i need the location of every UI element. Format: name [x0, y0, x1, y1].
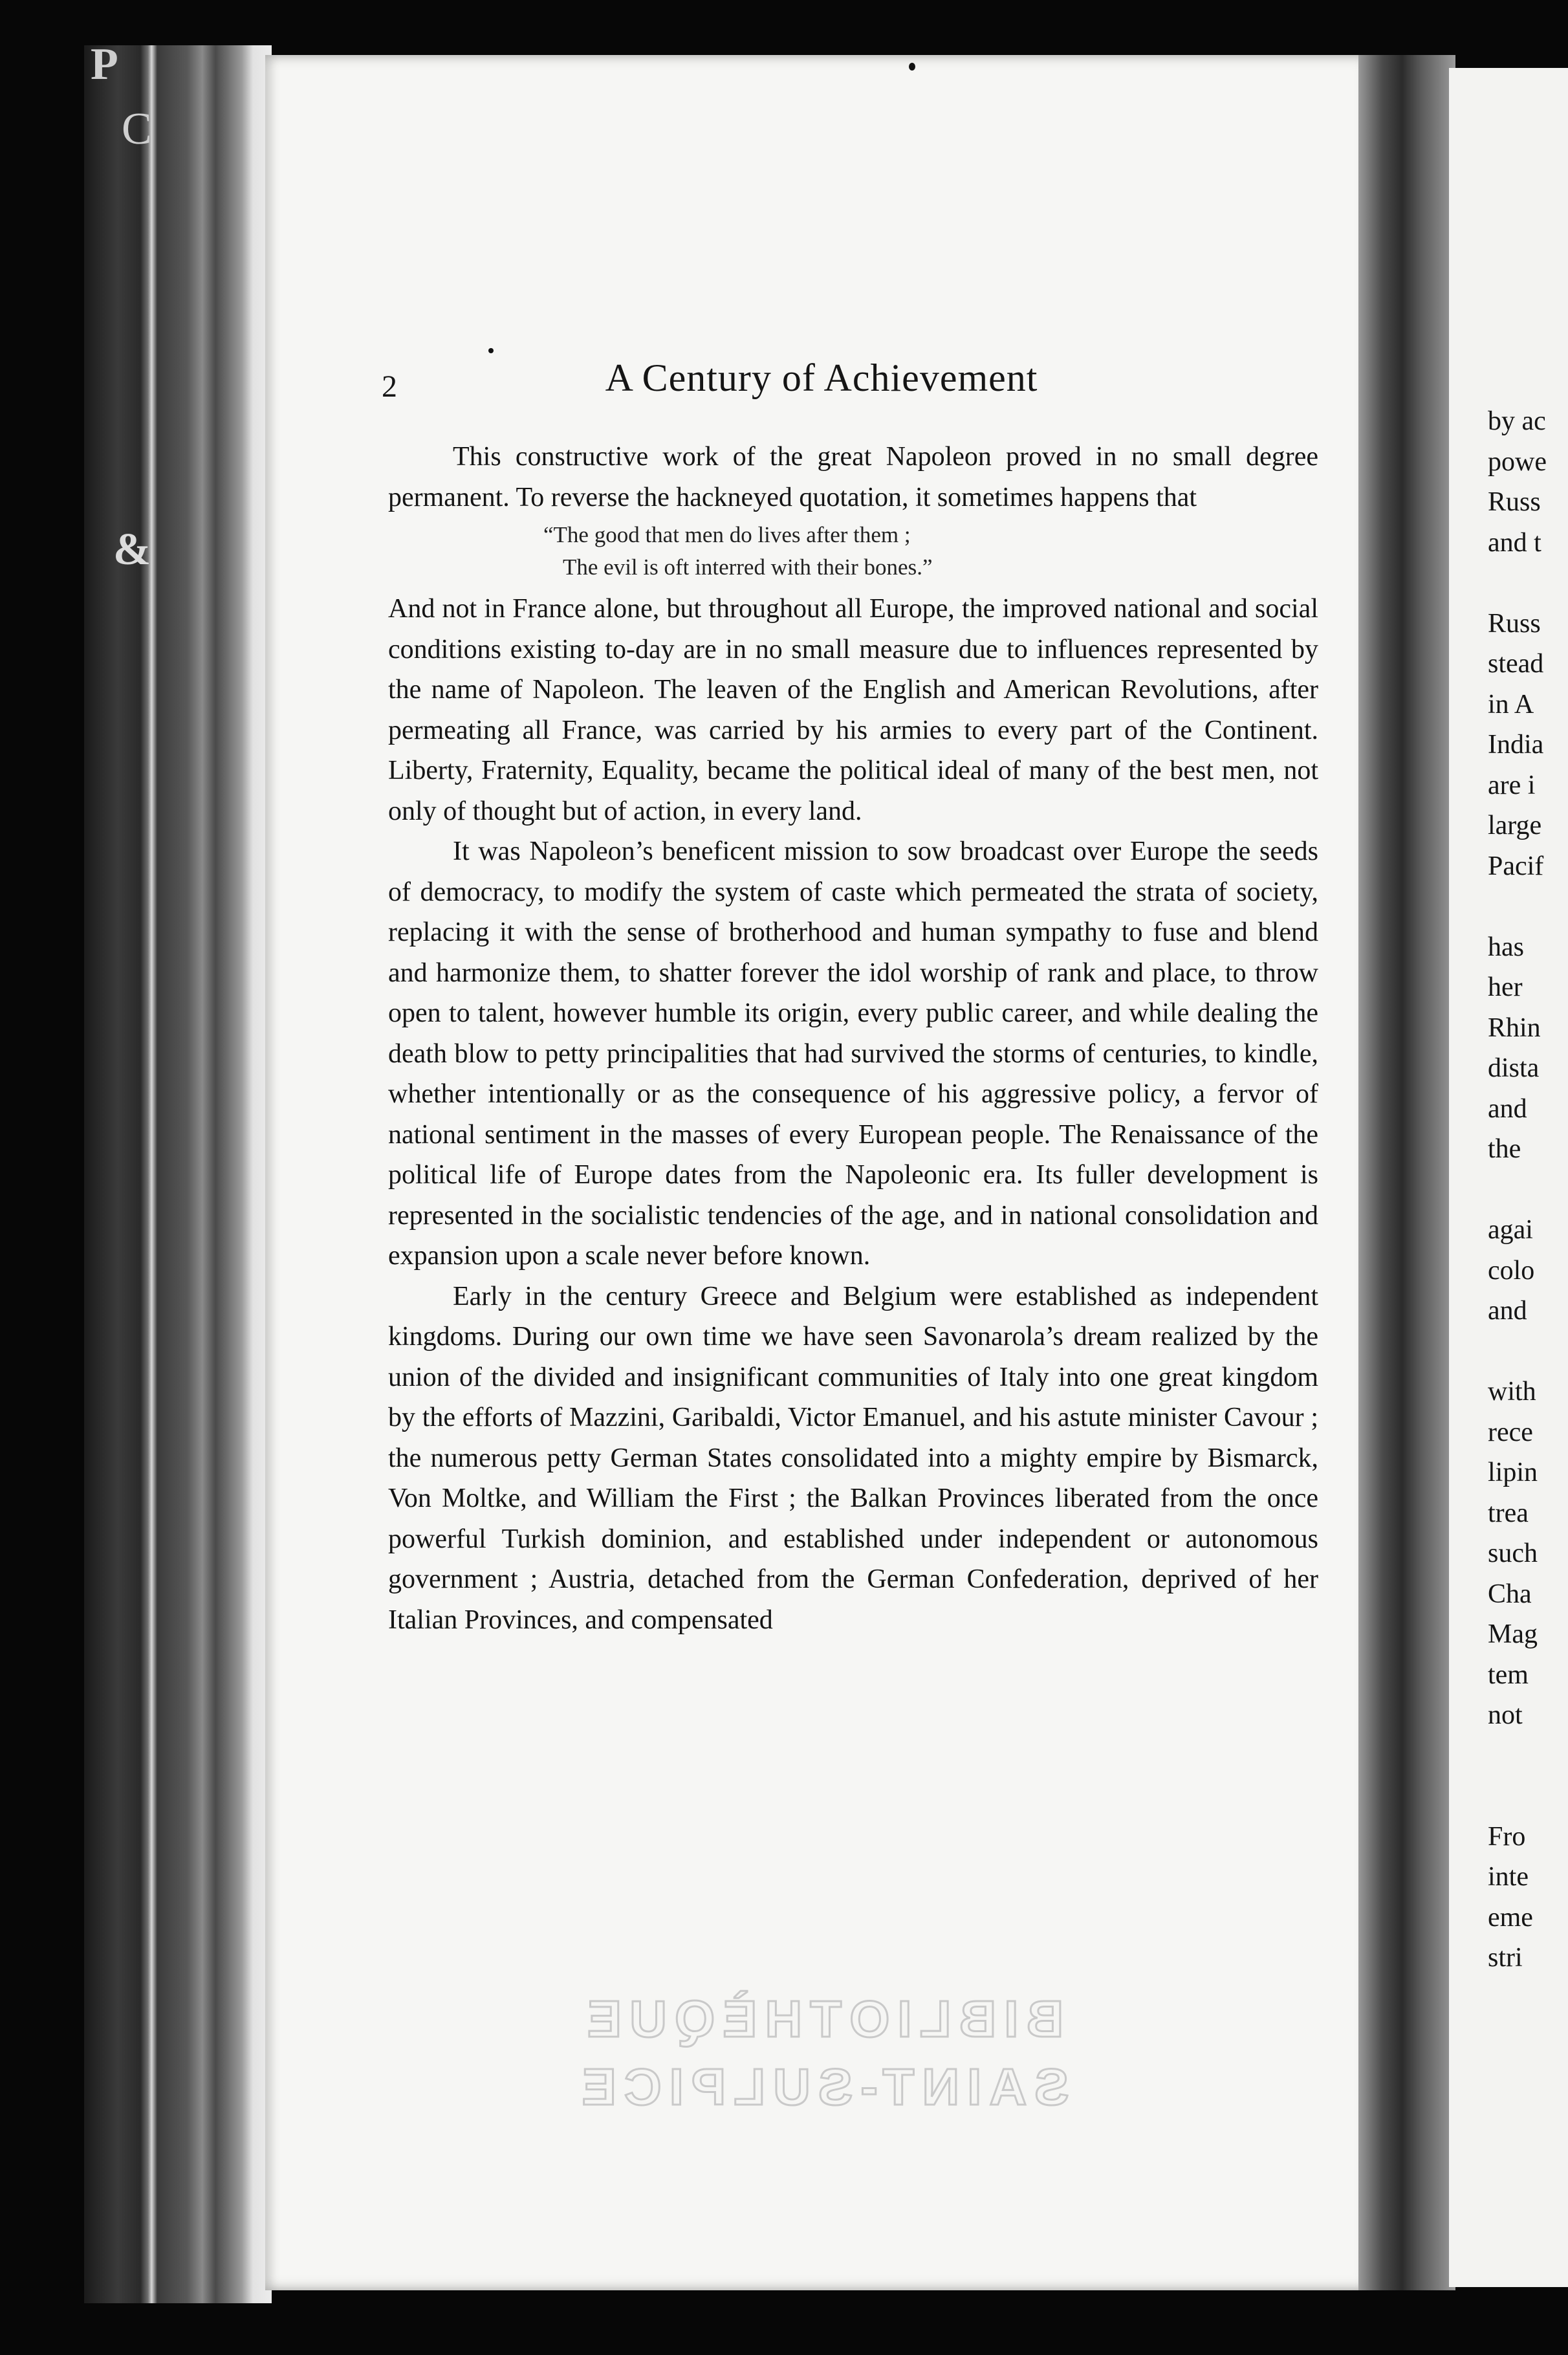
stamp-line: BIBLIOTHÈQUE — [579, 1990, 1064, 2048]
library-stamp — [556, 1983, 1087, 2125]
facing-page-line: colo — [1488, 1255, 1535, 1286]
block-quote — [388, 519, 1318, 584]
facing-page-line: Russ — [1488, 608, 1541, 639]
facing-page-text — [1488, 401, 1568, 1978]
page-number: 2 — [382, 369, 397, 404]
facing-page-line: tem — [1488, 1659, 1529, 1690]
facing-page-line — [1488, 1736, 1568, 1777]
facing-page-line: eme — [1488, 1902, 1533, 1933]
facing-page-line: lipin — [1488, 1458, 1538, 1487]
facing-page-line: not — [1488, 1700, 1523, 1730]
quote-line: “The good that men do lives after them ; — [543, 522, 911, 547]
facing-page-line: India — [1488, 730, 1544, 760]
facing-page-line: Mag — [1488, 1619, 1538, 1649]
facing-page-line: Cha — [1488, 1579, 1532, 1609]
spine-mark: C — [122, 104, 152, 154]
facing-page-line: Pacif — [1488, 851, 1544, 881]
facing-page-line: by ac — [1488, 406, 1546, 436]
facing-page-line: rece — [1488, 1417, 1533, 1447]
book-page — [265, 55, 1378, 2290]
ink-speck — [488, 348, 494, 353]
facing-page-line: and t — [1488, 527, 1541, 558]
facing-page-line — [1488, 563, 1568, 604]
facing-page-line: inte — [1488, 1862, 1529, 1892]
page-title: A Century of Achievement — [605, 356, 1038, 399]
facing-page-line: and — [1488, 1093, 1527, 1124]
facing-page-line — [1488, 1331, 1568, 1372]
facing-page-line — [1488, 1776, 1568, 1817]
facing-page-line: are i — [1488, 770, 1536, 800]
page-gutter-shadow — [1358, 55, 1455, 2290]
running-head — [265, 349, 1378, 421]
facing-page-line: agai — [1488, 1215, 1533, 1245]
facing-page-line — [1488, 886, 1568, 927]
facing-page-line: and — [1488, 1296, 1527, 1326]
facing-page-line: Fro — [1488, 1821, 1526, 1852]
paragraph: This constructive work of the great Napoleon proved in no small degree permanent. To reverse the hackneyed quotation, it sometimes happens that — [388, 442, 1318, 512]
facing-page-line: such — [1488, 1539, 1538, 1568]
paragraph: It was Napoleon’s beneficent mission to sow broadcast over Europe the seeds of democracy, to modify the system of caste which permeated the strata of society, replacing it with the sense of brotherhood and human sympathy to fuse and blend and harmonize them, to shatter forever the idol worship of rank and place, to throw open to talent, however humble its origin, every public career, and while dealing the death blow to petty principalities that had survived the storms of centuries, to kindle, whether intentionally or as the consequence of his aggressive policy, a fervor of national sentiment in the masses of every European people. The Renaissance of the political life of Europe dates from the Napoleonic era. Its fuller development is represented in the socialistic tendencies of the age, and in national consolidation and expansion upon a scale never before known. — [388, 837, 1318, 1271]
facing-page-line: powe — [1488, 446, 1547, 477]
facing-page-line: Russ — [1488, 487, 1541, 517]
facing-page-line — [1488, 1170, 1568, 1210]
paragraph: And not in France alone, but throughout all Europe, the improved national and social conditions existing to-day are in no small measure due to influences represented by the name of Napoleon. The leaven of the English and American Revolutions, after permeating all France, was carried by his armies to every part of the Continent. Liberty, Fraternity, Equality, became the political ideal of many of the best men, not only of thought but of action, in every land. — [388, 594, 1318, 826]
stamp-line: SAINT-SULPICE — [574, 2058, 1069, 2116]
body-text — [388, 437, 1318, 1640]
paragraph: Early in the century Greece and Belgium were established as independent kingdoms. During our own time we have seen Savonarola’s dream realized by the union of the divided and insignificant communities of Italy into one great kingdom by the efforts of Mazzini, Garibaldi, Victor Emanuel, and his astute minister Cavour ; the numerous petty German States consolidated into a mighty empire by Bismarck, Von Moltke, and William the First ; the Balkan Provinces liberated from the once powerful Turkish dominion, and established under independent or autonomous government ; Austria, detached from the German Confederation, deprived of her Italian Provinces, and compensated — [388, 1281, 1318, 1635]
facing-page-line: stead — [1488, 649, 1544, 679]
facing-page-line: Rhin — [1488, 1013, 1541, 1043]
spine-mark: P — [91, 39, 118, 89]
ink-speck — [909, 63, 915, 71]
facing-page-line: in A — [1488, 689, 1534, 719]
facing-page-line: her — [1488, 972, 1523, 1002]
spine-mark: & — [113, 525, 151, 575]
facing-page-line: the — [1488, 1134, 1521, 1164]
facing-page-line: large — [1488, 811, 1542, 840]
facing-page-line: has — [1488, 932, 1524, 962]
facing-page-line: trea — [1488, 1498, 1529, 1528]
facing-page-line: with — [1488, 1377, 1536, 1407]
facing-page-line: dista — [1488, 1053, 1540, 1083]
book-spine-shadow — [84, 45, 272, 2303]
quote-line: The evil is oft interred with their bones.” — [563, 554, 933, 580]
facing-page-line: stri — [1488, 1943, 1523, 1973]
